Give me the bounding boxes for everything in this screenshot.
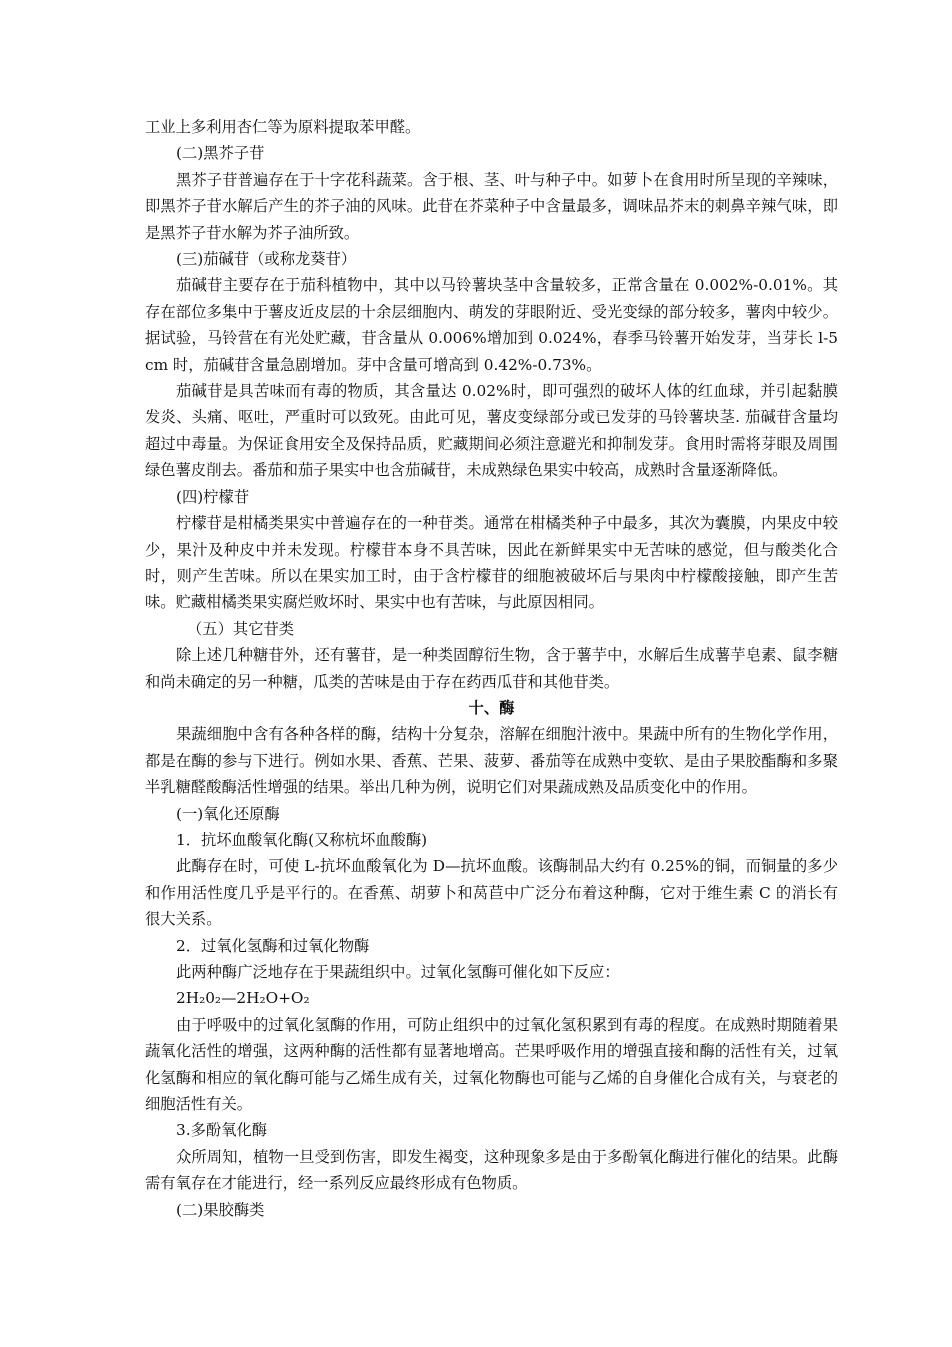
- paragraph: 柠檬苷是柑橘类果实中普遍存在的一种苷类。通常在柑橘类种子中最多，其次为囊膜，内果皮中较少，果汁及种皮中并未发现。柠檬苷本身不具苦味，因此在新鲜果实中无苦味的感觉，但与酸类化合时，则产生苦味。所以在果实加工时，由于含柠檬苷的细胞被破坏后与果肉中柠檬酸接触，即产生苦味。贮藏柑橘类果实腐烂败坏时、果实中也有苦味，与此原因相同。: [145, 514, 838, 612]
- paragraph: 此两种酶广泛地存在于果蔬组织中。过氧化氢酶可催化如下反应：: [176, 963, 620, 981]
- paragraph: 由于呼吸中的过氧化氢酶的作用，可防止组织中的过氧化氢积累到有毒的程度。在成熟时期随着果蔬氧化活性的增强，这两种酶的活性都有显著地增高。芒果呼吸作用的增强直接和酶的活性有关，过氧化氢酶和相应的氧化酶可能与乙烯生成有关，过氧化物酶也可能与乙烯的自身催化合成有关，与衰老的细胞活性有关。: [145, 1015, 838, 1114]
- paragraph: 茄碱苷是具苦味而有毒的物质，其含量达 0.02%时，即可强烈的破坏人体的红血球，并引起黏膜发炎、头痛、呕吐，严重时可以致死。由此可见，薯皮变绿部分或已发芽的马铃薯块茎. 茄碱苷含量均超过中毒量。为保证食用安全及保持品质，贮藏期间必须注意避光和抑制发芽。食用时需将芽眼及周围绿色薯皮削去。番茄和茄子果实中也含茄碱苷，未成熟绿色果实中较高，成熟时含量逐渐降低。: [145, 382, 838, 480]
- paragraph: 除上述几种糖苷外，还有薯苷，是一种类固醇衍生物，含于薯芋中，水解后生成薯芋皂素、鼠李糖和尚未确定的另一种糖，瓜类的苦味是由于存在药西瓜苷和其他苷类。: [145, 646, 838, 691]
- chemical-equation: 2H₂0₂—2H₂O+O₂: [176, 989, 310, 1008]
- section-heading: (四)柠檬苷: [176, 487, 250, 506]
- paragraph: 此酶存在时，可使 L-抗坏血酸氧化为 D—抗坏血酸。该酶制品大约有 0.25%的铜，而铜量的多少和作用活性度几乎是平行的。在香蕉、胡萝卜和莴苣中广泛分布着这种酶，它对于维生素 C 的消长有很大关系。: [145, 857, 838, 929]
- subsection-heading: 3.多酚氧化酶: [176, 1121, 268, 1140]
- section-heading: (三)茄碱苷（或称龙葵苷）: [176, 250, 357, 269]
- section-heading: (一)氧化还原酶: [176, 804, 280, 823]
- paragraph: 茄碱苷主要存在于茄科植物中，其中以马铃薯块茎中含量较多，正常含量在 0.002%-0.01%。其存在部位多集中于薯皮近皮层的十余层细胞内、萌发的芽眼附近、受光变绿的部分较多，薯肉中较少。据试验，马铃营在有光处贮藏，苷含量从 0.006%增加到 0.024%，春季马铃薯开始发芽，当芽长 l-5cm 时，茄碱苷含量急剧增加。芽中含量可增高到 0.42%-0.73%。: [145, 276, 838, 374]
- paragraph: 果蔬细胞中含有各种各样的酶，结构十分复杂，溶解在细胞汁液中。果蔬中所有的生物化学作用，都是在酶的参与下进行。例如水果、香蕉、芒果、菠萝、番茄等在成熟中变软、是由子果胶酯酶和多聚半乳糖醛酸酶活性增强的结果。举出几种为例，说明它们对果蔬成熟及品质变化中的作用。: [145, 725, 838, 797]
- section-heading: （五）其它苷类: [187, 619, 295, 638]
- paragraph: 黑芥子苷普遍存在于十字花科蔬菜。含于根、茎、叶与种子中。如萝卜在食用时所呈现的辛辣味，即黑芥子苷水解后产生的芥子油的风味。此苷在芥菜种子中含量最多，调味品芥末的刺鼻辛辣气味，即是黑芥子苷水解为芥子油所致。: [145, 170, 838, 242]
- subsection-heading: 1．抗坏血酸氧化酶(又称杭坏血酸酶): [176, 830, 428, 849]
- document-body: [145, 114, 838, 1223]
- chapter-title: 十、酶: [468, 698, 515, 717]
- paragraph: 众所周知，植物一旦受到伤害，即发生褐变，这种现象多是由于多酚氧化酶进行催化的结果。此酶需有氧存在才能进行，经一系列反应最终形成有色物质。: [145, 1147, 838, 1193]
- section-heading: (二)黑芥子苷: [176, 144, 265, 163]
- subsection-heading: 2．过氧化氢酶和过氧化物酶: [176, 936, 370, 955]
- section-heading: (二)果胶酶类: [176, 1200, 265, 1219]
- paragraph: 工业上多利用杏仁等为原料提取苯甲醛。: [145, 118, 421, 136]
